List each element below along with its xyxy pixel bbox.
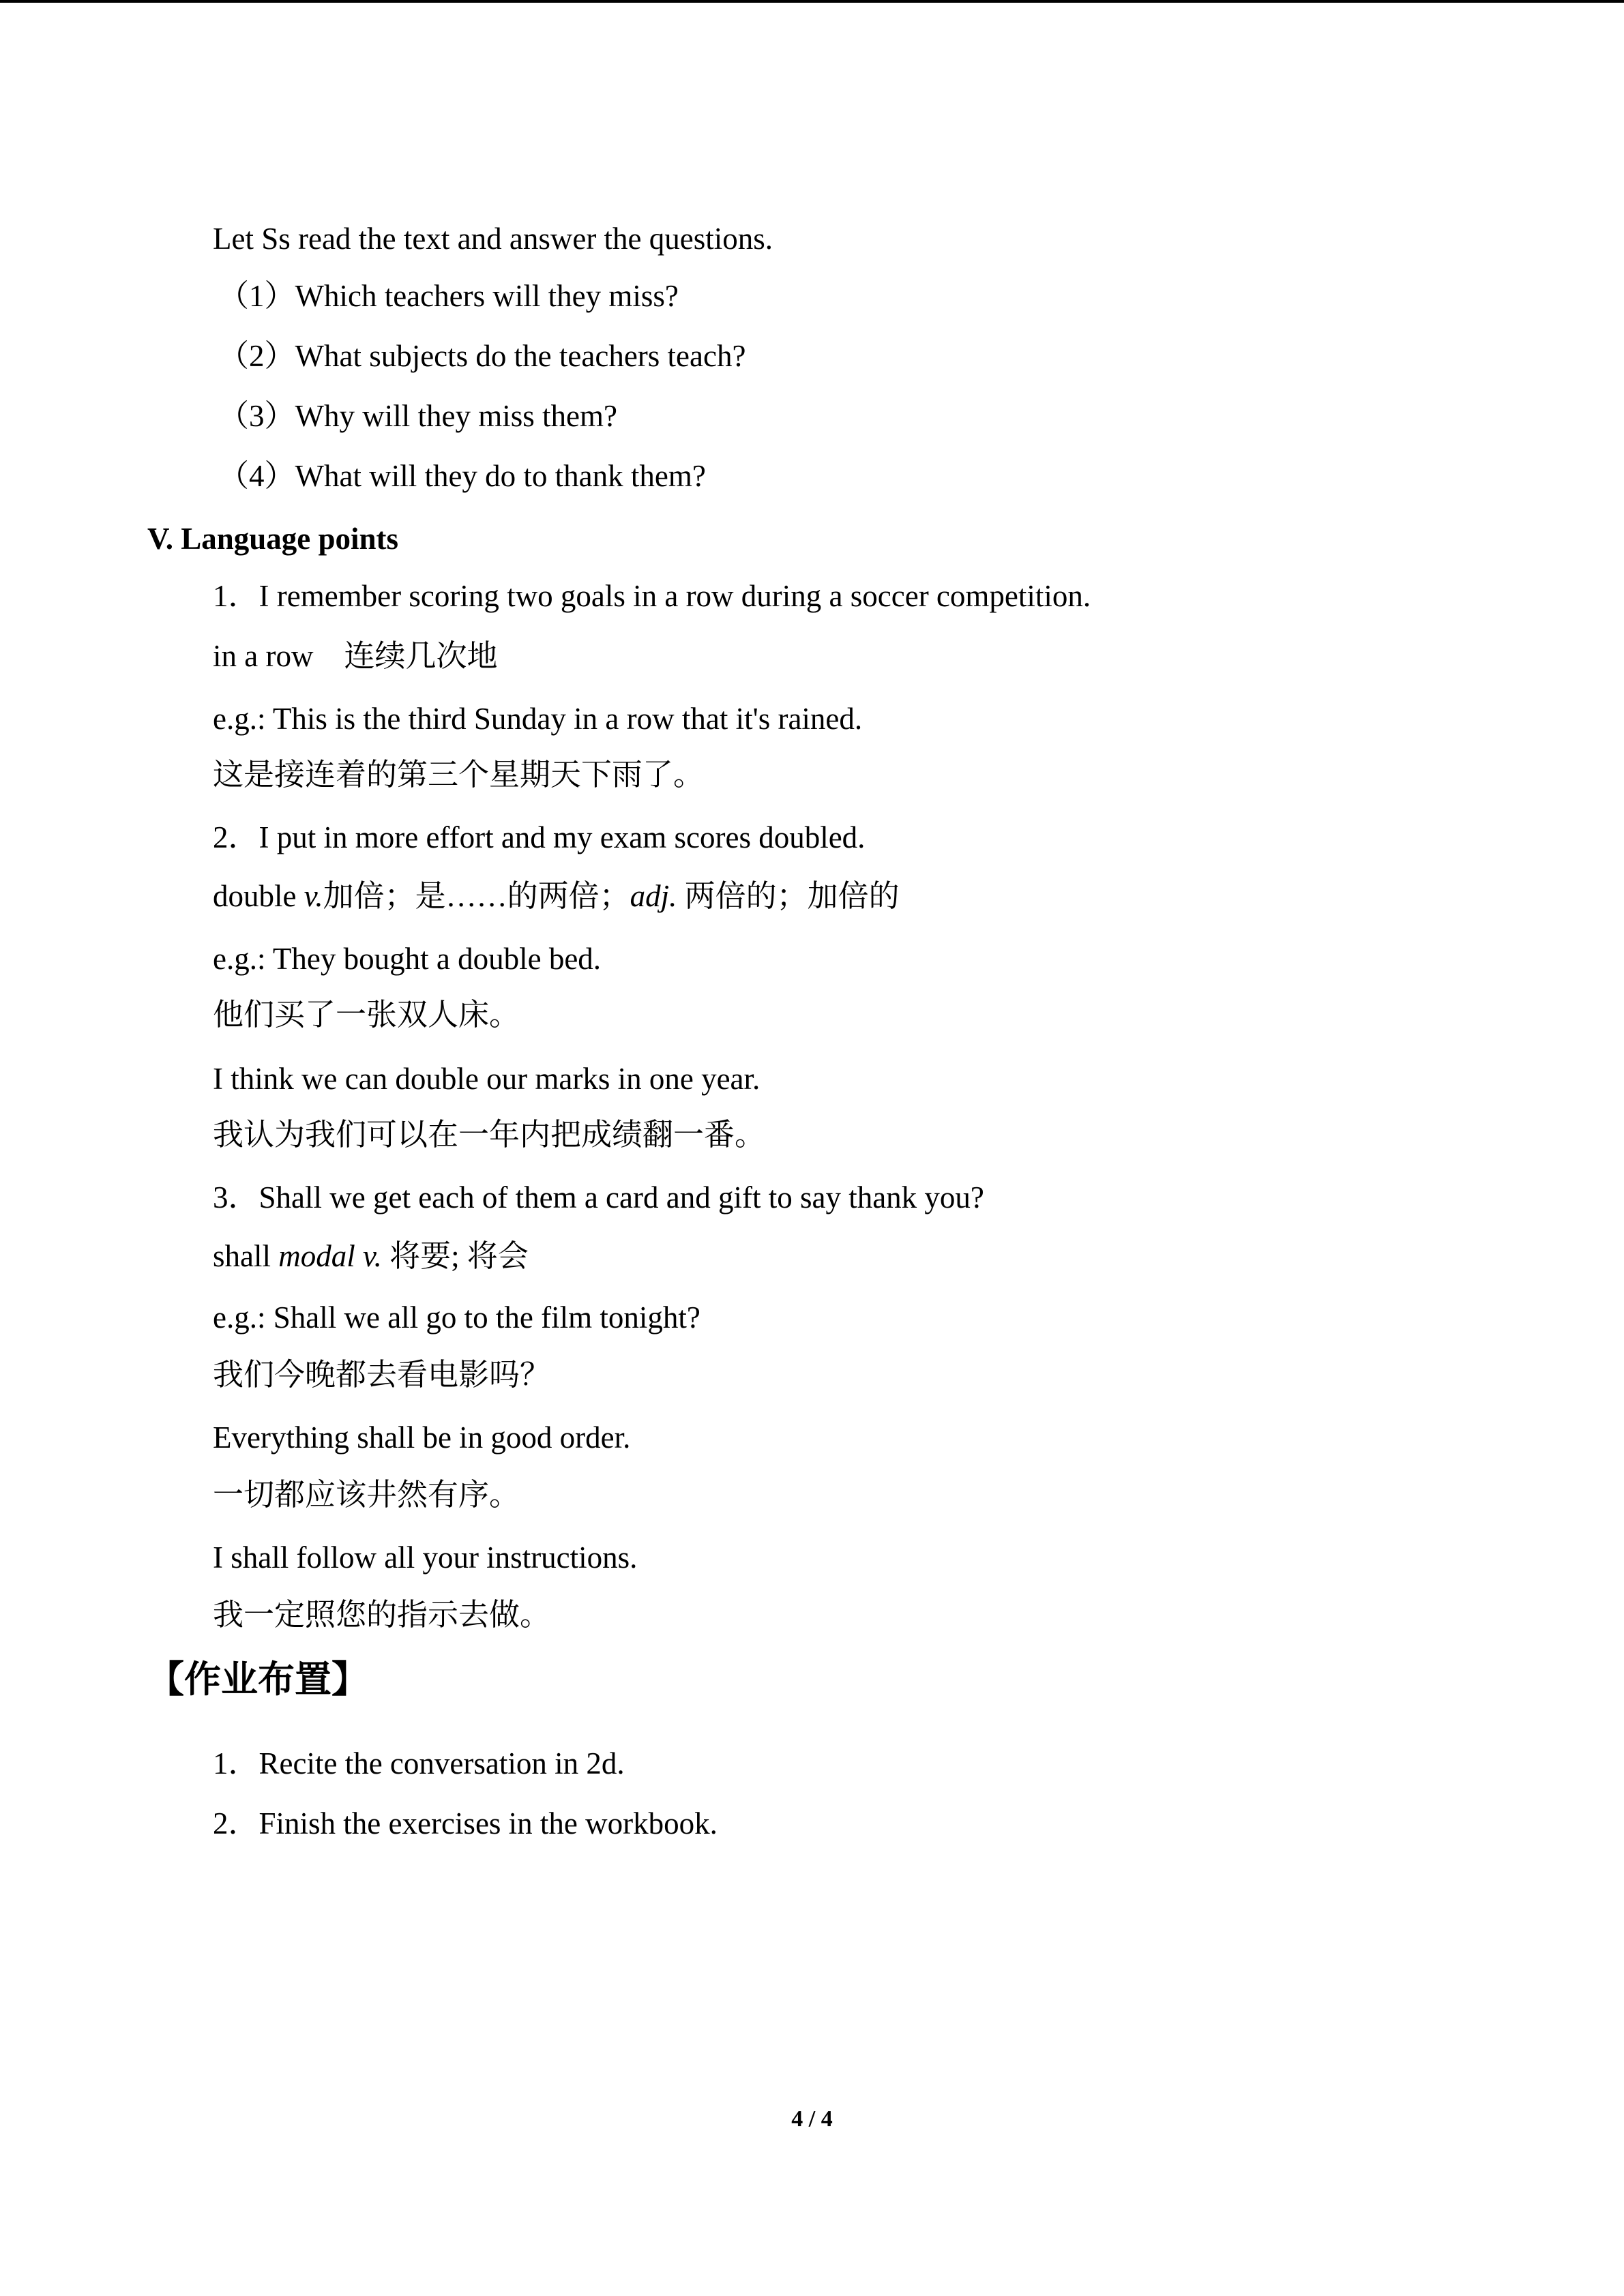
point-3-example-2-en: Everything shall be in good order.	[213, 1420, 631, 1455]
point-3-example-1-zh: 我们今晚都去看电影吗？	[213, 1358, 551, 1392]
point-2-example-2-zh: 我认为我们可以在一年内把成绩翻一番。	[213, 1118, 766, 1152]
point-2-example-1-zh: 他们买了一张双人床。	[213, 998, 520, 1032]
point-2-sentence: 2．I put in more effort and my exam scores doubled.	[213, 820, 866, 854]
task-intro: Let Ss read the text and answer the questions.	[213, 222, 773, 256]
top-border	[0, 0, 1624, 3]
point-3-word: shall	[213, 1239, 279, 1273]
question-4: （4）What will they do to thank them?	[218, 459, 706, 493]
point-3-meaning: 将要; 将会	[381, 1239, 529, 1273]
point-2-meaning-adj: 两倍的；加倍的	[677, 879, 900, 913]
point-3-example-3-en: I shall follow all your instructions.	[213, 1540, 638, 1575]
point-2-word: double	[213, 879, 297, 913]
homework-item-1: 1．Recite the conversation in 2d.	[213, 1746, 625, 1780]
page-number: 4 / 4	[791, 2106, 833, 2132]
point-3-definition	[213, 1237, 529, 1275]
point-1-phrase: in a row 连续几次地	[213, 639, 498, 673]
point-2-definition	[213, 877, 900, 915]
point-1-example-zh: 这是接连着的第三个星期天下雨了。	[213, 758, 705, 792]
point-2-pos-verb: v.	[304, 879, 323, 913]
point-1-sentence: 1．I remember scoring two goals in a row during a soccer competition.	[213, 579, 1091, 613]
point-2-example-2-en: I think we can double our marks in one year.	[213, 1062, 761, 1096]
point-2-example-1-en: e.g.: They bought a double bed.	[213, 942, 602, 976]
language-points-heading: V. Language points	[147, 522, 399, 556]
point-3-example-2-zh: 一切都应该井然有序。	[213, 1478, 520, 1512]
question-3: （3）Why will they miss them?	[218, 399, 617, 433]
point-3-sentence: 3．Shall we get each of them a card and gift to say thank you?	[213, 1180, 984, 1214]
point-3-example-1-en: e.g.: Shall we all go to the film tonight?	[213, 1300, 700, 1335]
homework-title: 【作业布置】	[147, 1658, 368, 1701]
point-2-meaning-verb: 加倍；是……的两倍；	[323, 879, 630, 913]
question-2: （2）What subjects do the teachers teach?	[218, 339, 746, 373]
point-2-pos-adj: adj.	[630, 879, 677, 913]
question-1: （1）Which teachers will they miss?	[218, 279, 679, 313]
point-3-example-3-zh: 我一定照您的指示去做。	[213, 1598, 551, 1632]
homework-item-2: 2．Finish the exercises in the workbook.	[213, 1806, 718, 1840]
point-3-pos: modal v.	[278, 1239, 382, 1273]
point-1-example-en: e.g.: This is the third Sunday in a row that it's rained.	[213, 702, 863, 736]
